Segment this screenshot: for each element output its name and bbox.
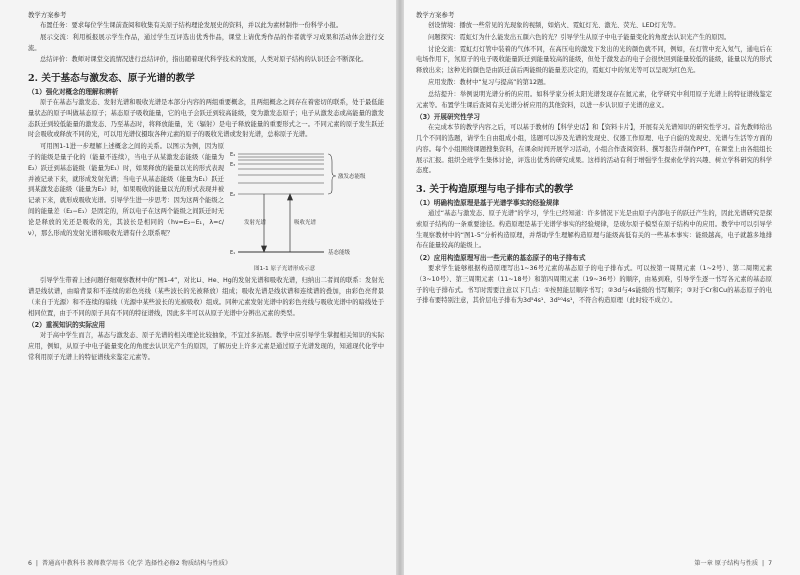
level-label: E₂ [230,192,236,199]
book-title: 普通高中教科书 教师教学用书《化学 选择性必修2 物质结构与性质》 [41,560,232,567]
chapter-title: 第一章 原子结构与性质 [694,560,759,567]
paragraph: 总结评价：教师对课堂交流情况进行总结评价，指出随着现代科学技术的发展，人类对原子结构的认识还会不断深化。 [40,56,368,64]
page-number: 6 [28,560,32,567]
section-heading: 2. 关于基态与激发态、原子光谱的教学 [28,73,195,85]
section-label: 教学方案参考 [28,11,67,19]
absorption-label: 吸收光谱 [294,220,317,227]
book-gutter [396,0,404,575]
energy-level-diagram [224,142,374,276]
level-label: E₃ [230,162,236,169]
paragraph: 讨论交流：霓虹灯灯管中装着的气体不同，在高压电的激发下发出的光的颜色就不同，例如，在灯管中充入氖气，通电后在电场作用下，氖原子的电子吸收能量跃迁到能量较高的能级，但处于激发态的电子会很快回到能量较低的能级，能量以光的形式释放出来；这种光的颜色是由跃迁前后两能级的能量差决定的，霓虹灯中的氖光等可以呈现为红色光。 [416,45,772,75]
paragraph: 原子在基态与激发态、发射光谱和吸收光谱是本部分内容的两组重要概念，且两组概念之间存在着密切的联系，处于最低能量状态的原子叫做基态原子；基态原子吸收能量，它的电子会跃迁到较高能级，变为激发态原子；电子从激发态或高能量的激发态跃迁到较低能量的激发态、乃至基态时，将释放能量，光（辐射）是电子释放能量的重要形式之一。不同元素的原子发生跃迁时会吸收或释放不同的光，可以用光谱仪摄取各种元素的原子的吸收光谱或发射光谱，总称原子光谱。 [28,98,384,139]
subsection-heading: （2）重视知识的实际应用 [28,321,106,330]
right-footer: 第一章 原子结构与性质 | 7 [694,560,772,567]
subsection-heading: （1）强化对概念的理解和辨析 [28,88,119,97]
paragraph: 可用图1-1进一步理解上述概念之间的关系。以图示为例，因为原子的能级是量子化的（能量不连续），当电子从某激发态能级（能量为E₂）跃迁到基态能级（能量为E₁）时，如果释放的能量以光的形式表现并被记录下来，就形成发射光谱；当电子从基态能级（能量为E₁）跃迁到某激发态能级（能量为E₂）时，如果吸收的能量以光的形式表现并被记录下来，就形成吸收光谱。引导学生进一步思考：因为这两个能级之间的能量差（E₂−E₁）是固定的，所以电子在这两个能级之间跃迁时无论是释放的光还是吸收的光，其波长是相同的（hν=E₂−E₁，λ=c/ν），那么形成的发射光谱和吸收光谱有什么联系呢？ [28,143,224,237]
paragraph: 通过“基态与激发态、原子光谱”的学习，学生已经知道：许多情况下光是由原子内部电子的跃迁产生的，因此光谱研究是探索原子结构的一条重要途径。构造原理是基于光谱学事实的经验规律，是玻尔原子模型在原子结构中的应用。教学中可以引导学生观察教材中的“图1-5”分析构造原理，并帮助学生理解构造原理与能级高低有关的一些基本事实：能级越高，电子就越多地排布在能量较高的能级上。 [416,209,772,250]
paragraph: 创设情境：播放一些常见的光现象的视频，如焰火、霓虹灯光、激光、荧光、LED灯光等。 [428,22,680,29]
page-number: 7 [768,560,772,567]
paragraph: 总结提升：举例说明光谱分析的应用。如科学家分析太阳光谱发现存在氦元素，化学研究中利用原子光谱上的特征谱线鉴定元素等。布置学生课后查阅有关光谱分析应用的其他资料，以进一步认识原子光谱的意义。 [416,90,772,109]
paragraph: 要求学生能够根据构造原理写出1~36号元素的基态原子的电子排布式。可以按第一周期元素（1~2号）、第二周期元素（3~10号）、第三周期元素（11~18号）和第四周期元素（19~36号）的顺序，由易到难，引导学生逐一书写各元素的基态原子的电子排布式。书写时需要注意以下几点：①按照能层顺序书写；②3d与4s能级的书写顺序；③对于Cr和Cu的基态原子的电子排布要特别注意，其价层电子排布为3d⁵4s¹、3d¹⁰4s¹，不符合构造原理（此时较不成立）。 [416,264,772,305]
figure-block [28,142,384,276]
section-heading: 3. 关于构造原理与电子排布式的教学 [416,184,574,196]
paragraph: 布置任务：要求每位学生课前查阅和收集有关原子结构理论发展史的资料，并以此为素材制作一份科学小报。 [40,22,343,29]
figure-caption: 图1-1 原子光谱形成示意 [254,266,316,273]
level-label: E₄ [230,152,236,159]
right-page [400,0,800,575]
paragraph: 对于高中学生而言，基态与激发态、原子光谱的相关理论比较抽象，不宜过多拓展。教学中应引导学生掌握相关知识的实际应用，例如，从原子中电子能量变化的角度去认识光产生的原因，了解历史上许多元素是通过原子光谱发现的，知道现代化学中常利用原子光谱上的特征谱线来鉴定元素等。 [28,332,384,361]
ground-level-label: 基态能级 [328,250,351,257]
paragraph: 问题探究：霓虹灯为什么能发出五颜六色的光？引导学生从原子中电子能量变化的角度去认识光产生的原因。 [428,33,731,41]
level-label: E₁ [230,250,236,257]
emission-label: 发射光谱 [244,220,267,227]
section-label: 教学方案参考 [416,11,455,19]
paragraph: 展示交流：利用板报展示学生作品，通过学生互评选出优秀作品，课堂上请优秀作品的作者就学习成果和活动体会进行交流。 [28,33,384,52]
paragraph: 引导学生带着上述问题仔细观察教材中的“图1-4”，对比Li、He、Hg的发射光谱和吸收光谱，归纳出二者间的联系：发射光谱是线状谱，由暗背景和不连续的彩色亮线（某些波长的光被释放）组成；吸收光谱是线状谱和连续谱的叠加，由彩色亮背景（来自于光源）和不连续的暗线（光源中某些波长的光被吸收）组成。同种元素发射光谱中的彩色亮线与吸收光谱中的暗线处于相同位置，由于不同的原子具有不同的特征谱线，因此多半可以从原子光谱中分辨出元素的类型。 [28,277,384,317]
paragraph: 应用发散：教材中“复习与提高”的第12题。 [428,78,550,86]
energy-level-figure [224,142,384,276]
excited-level-label: 激发态能级 [338,174,366,181]
subsection-heading: （1）明确构造原理是基于光谱学事实的经验规律 [416,199,560,208]
subsection-heading: （2）应用构造原理写出一些元素的基态原子的电子排布式 [416,254,586,263]
left-footer: 6 | 普通高中教科书 教师教学用书《化学 选择性必修2 物质结构与性质》 [28,560,232,567]
paragraph: 在完成本节的教学内容之后，可以基于教材的【科学史话】和【资料卡片】，开展有关光谱知识的研究性学习。首先教师给出几个不同的选题，请学生自由组成小组，选题可以涉及光谱的发现史、仪器工作原理、电子自旋的发现史、光谱与生活等方面的内容。每个小组围绕课题搜集资料，在课余时间开展学习活动，小组合作查阅资料、撰写报告并制作PPT，在课堂上由各组组长展示汇报。组织全班学生集体讨论，评选出优秀的研究成果。这样的活动有利于增强学生探索化学的兴趣、树立学科研究的科学态度。 [416,124,772,175]
subsection-heading: （3）开展研究性学习 [416,113,480,122]
